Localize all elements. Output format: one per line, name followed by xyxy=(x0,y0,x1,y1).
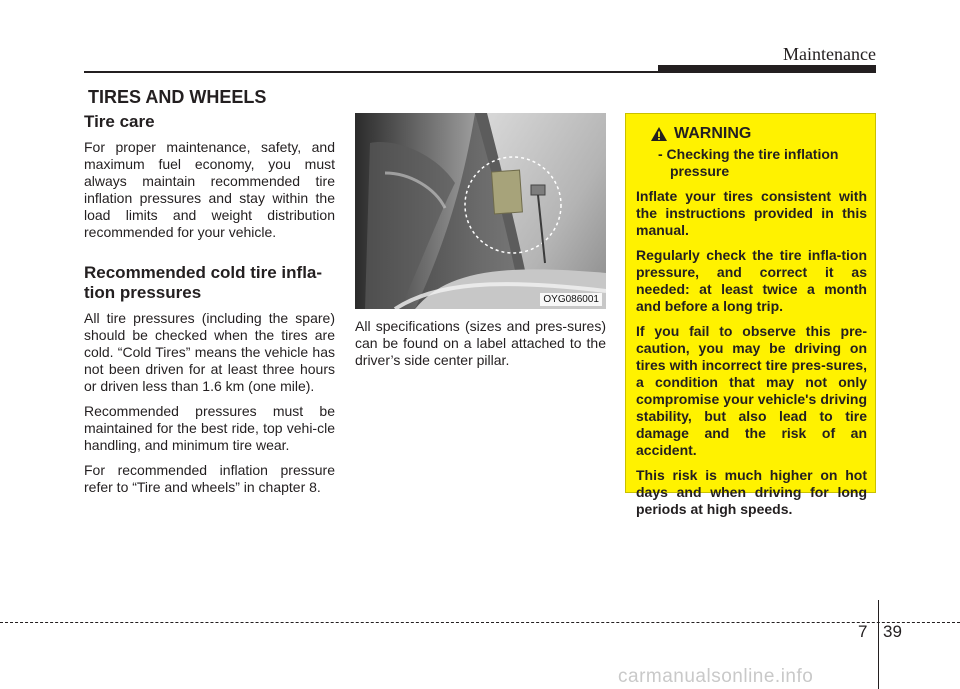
warning-paragraph-1: Inflate your tires consistent with the instructions provided in this manual. xyxy=(636,188,867,238)
tire-care-paragraph: For proper maintenance, safety, and maximum fuel economy, you must always maintain recommended tire inflation pressures and stay within the load limits and weight distribution recommended for your vehicle. xyxy=(84,139,335,240)
warning-triangle-icon xyxy=(650,126,668,142)
warning-paragraph-4: This risk is much higher on hot days and when driving for long periods at high speeds. xyxy=(636,467,867,517)
cold-pressure-paragraph-3: For recommended inflation pressure refer to “Tire and wheels” in chapter 8. xyxy=(84,462,335,495)
warning-box xyxy=(625,113,876,517)
warning-subtitle xyxy=(658,146,867,180)
chapter-title: Maintenance xyxy=(783,44,876,64)
footer-divider xyxy=(878,600,879,689)
middle-column xyxy=(355,318,606,369)
left-column xyxy=(84,112,335,504)
page-number: 39 xyxy=(883,622,902,641)
warning-paragraph-2: Regularly check the tire infla-tion pressure, and correct it as needed: at least twice a month and before a long trip. xyxy=(636,247,867,314)
cold-pressure-paragraph-1: All tire pressures (including the spare) should be checked when the tires are cold. “Cold Tires” means the vehicle has not been driven for at least three hours or driven less than 1.6 km (one mile). xyxy=(84,310,335,394)
chapter-number: 7 xyxy=(858,622,868,641)
tire-care-heading: Tire care xyxy=(84,112,155,131)
tire-label-photo xyxy=(355,113,606,309)
door-pillar-illustration xyxy=(355,113,606,309)
warning-paragraph-3: If you fail to observe this pre-caution, you may be driving on tires with incorrect tire pres-sures, a condition that may not only compromise your vehicle's driving stability, but also lead to tire damage and the risk of an accident. xyxy=(636,323,867,458)
warning-header xyxy=(650,124,867,144)
footer-rule xyxy=(0,622,960,623)
figure-code: OYG086001 xyxy=(540,293,602,306)
header-rule-bar xyxy=(658,65,876,73)
header-rule xyxy=(84,71,664,73)
watermark: carmanualsonline.info xyxy=(618,666,814,687)
cold-pressure-paragraph-2: Recommended pressures must be maintained for the best ride, top vehi-cle handling, and minimum tire wear. xyxy=(84,403,335,453)
label-location-paragraph: All specifications (sizes and pres-sures) can be found on a label attached to the driver’s side center pillar. xyxy=(355,318,606,368)
warning-subtitle-line-2: pressure xyxy=(670,163,730,179)
warning-title: WARNING xyxy=(674,125,752,142)
section-title: TIRES AND WHEELS xyxy=(88,87,267,107)
warning-subtitle-line-1: - Checking the tire inflation xyxy=(658,146,839,162)
cold-pressure-heading: Recommended cold tire infla-tion pressures xyxy=(84,263,323,302)
